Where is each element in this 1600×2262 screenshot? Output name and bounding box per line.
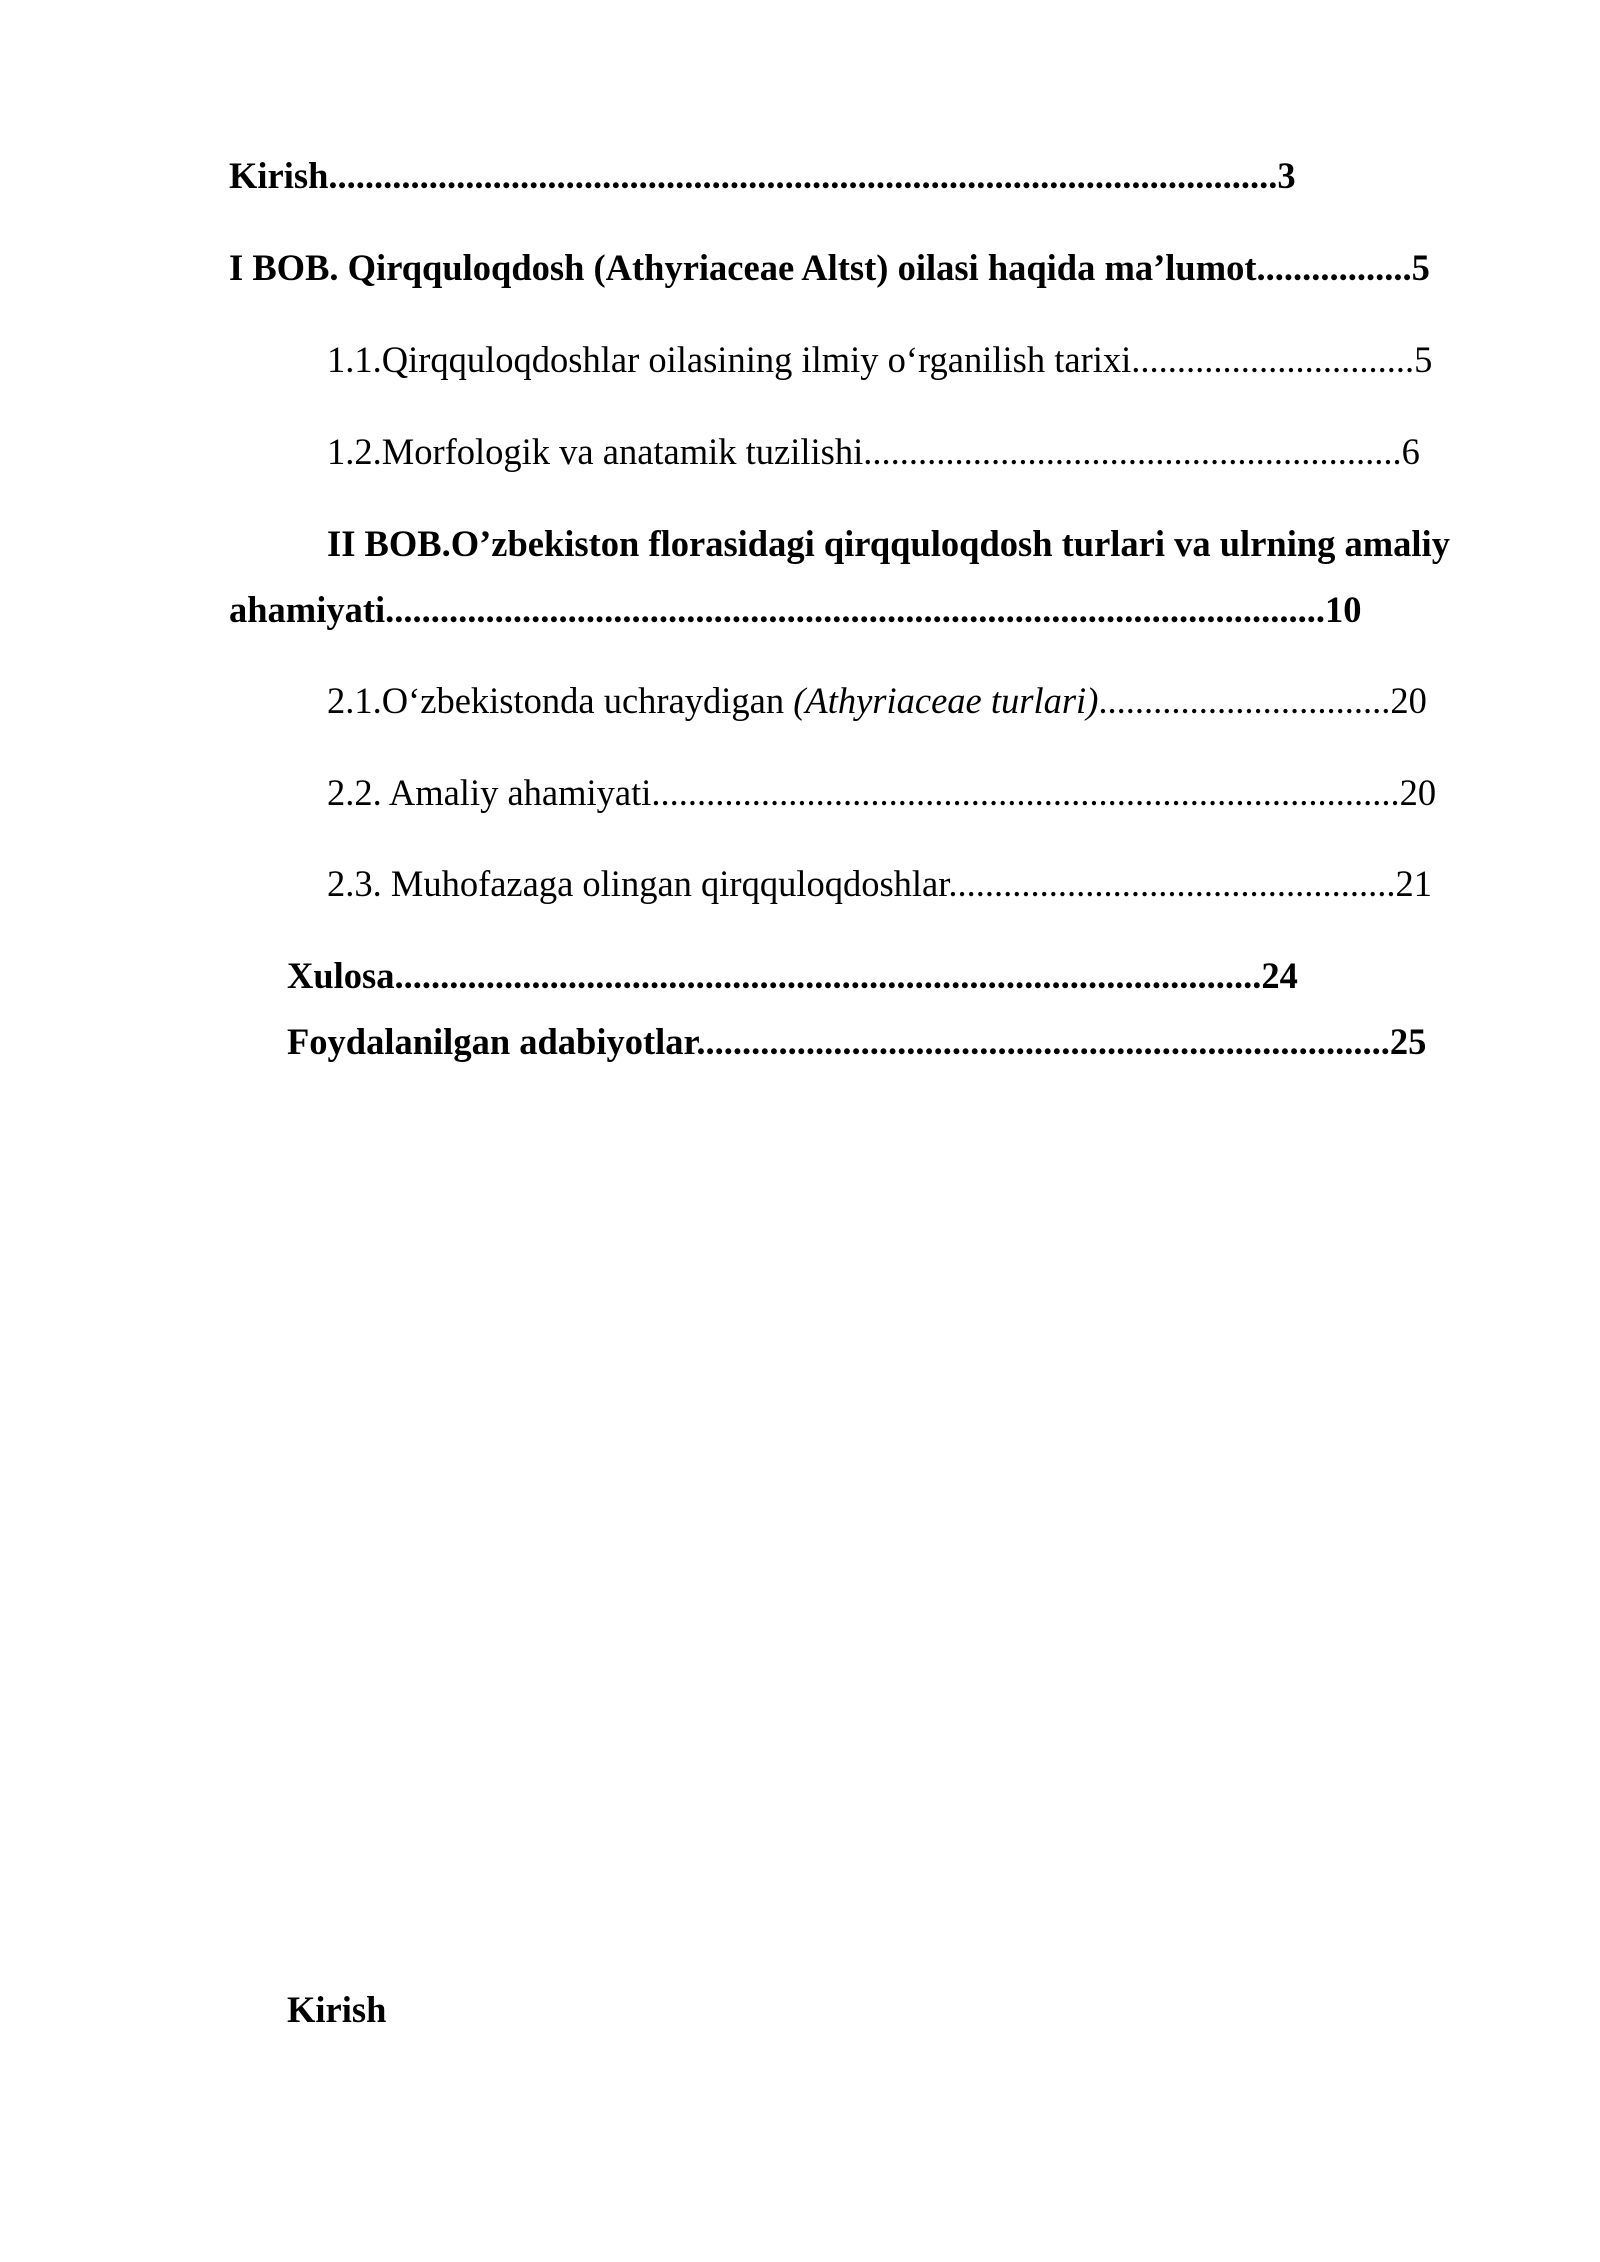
toc-page-number: 10 <box>1325 589 1362 630</box>
toc-entry-xulosa[interactable] <box>287 954 1298 998</box>
toc-dot-leader: ........................................................... <box>863 431 1402 472</box>
toc-dot-leader: ................................ <box>1098 680 1391 721</box>
toc-entry-section-1-2[interactable] <box>327 430 1420 474</box>
toc-entry-title: 1.1.Qirqquloqdoshlar oilasining ilmiy o‘rganilish tarixi <box>327 339 1132 380</box>
toc-dot-leader: ................. <box>1256 247 1412 288</box>
toc-page-number: 20 <box>1390 680 1427 721</box>
toc-entry-title: 2.3. Muhofazaga olingan qirqquloqdoshlar <box>327 863 949 904</box>
toc-entry-chapter-2-continuation[interactable] <box>229 588 1362 632</box>
section-heading: Kirish <box>287 1989 387 2030</box>
toc-entry-title: II BOB.O’zbekiston florasidagi qirqquloqdosh turlari va ulrning amaliy <box>327 523 1450 564</box>
toc-dot-leader: ............................... <box>1131 339 1415 380</box>
toc-page-number: 25 <box>1389 1021 1427 1062</box>
toc-page-number: 5 <box>1411 247 1430 288</box>
toc-entry-title: Foydalanilgan adabiyotlar <box>287 1021 697 1062</box>
toc-dot-leader: ........................................................................................................ <box>328 155 1278 196</box>
toc-entry-kirish[interactable] <box>229 154 1296 198</box>
toc-entry-title: I BOB. Qirqquloqdosh (Athyriaceae Altst) oilasi haqida ma’lumot <box>229 247 1257 288</box>
toc-entry-chapter-1[interactable] <box>229 246 1430 290</box>
toc-page-number: 3 <box>1277 155 1296 196</box>
toc-dot-leader: ................................................. <box>948 863 1396 904</box>
toc-page-number: 20 <box>1399 772 1437 813</box>
toc-entry-title: Xulosa <box>287 955 395 996</box>
toc-dot-leader: ............................................................................ <box>696 1021 1390 1062</box>
toc-entry-title: 2.1.O‘zbekistonda uchraydigan <box>327 680 794 721</box>
toc-entry-references[interactable] <box>287 1020 1426 1064</box>
toc-page-number: 5 <box>1414 339 1433 380</box>
toc-entry-title: ahamiyati <box>229 589 386 630</box>
toc-entry-title: 2.2. Amaliy ahamiyati <box>327 772 652 813</box>
toc-entry-section-2-2[interactable] <box>327 771 1436 815</box>
toc-entry-chapter-2-title[interactable] <box>327 522 1450 566</box>
toc-entry-title: 1.2.Morfologik va anatamik tuzilishi <box>327 431 864 472</box>
toc-entry-section-2-1[interactable] <box>327 679 1427 723</box>
toc-dot-leader: .................................................................................. <box>651 772 1400 813</box>
toc-page-number: 6 <box>1401 431 1420 472</box>
toc-entry-section-2-3[interactable] <box>327 862 1432 906</box>
toc-dot-leader: ....................................................................................................... <box>385 589 1326 630</box>
toc-entry-section-1-1[interactable] <box>327 338 1432 382</box>
toc-page-number: 24 <box>1261 955 1298 996</box>
toc-dot-leader: ............................................................................................... <box>394 955 1262 996</box>
toc-entry-italic-term: (Athyriaceae turlari) <box>793 680 1099 721</box>
toc-page-number: 21 <box>1395 863 1433 904</box>
toc-entry-title: Kirish <box>229 155 329 196</box>
